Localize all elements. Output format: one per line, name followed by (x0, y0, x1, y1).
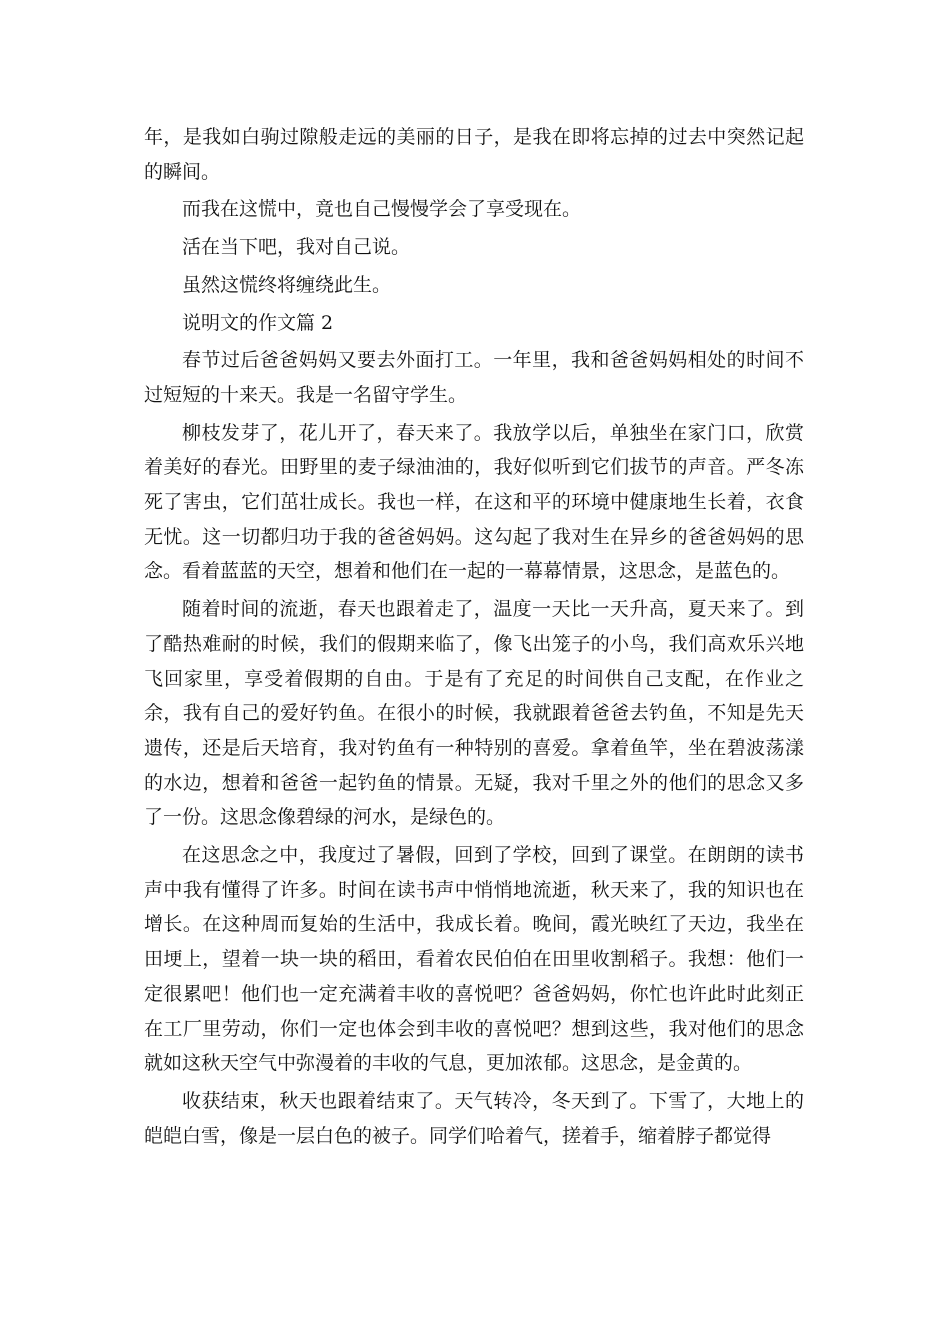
document-page (144, 120, 804, 1156)
paragraph: 柳枝发芽了，花儿开了，春天来了。我放学以后，单独坐在家门口，欣赏着美好的春光。田野里的麦子绿油油的，我好似听到它们拔节的声音。严冬冻死了害虫，它们茁壮成长。我也一样，在这和平的环境中健康地生长着，衣食无忧。这一切都归功于我的爸爸妈妈。这勾起了我对生在异乡的爸爸妈妈的思念。看着蓝蓝的天空，想着和他们在一起的一幕幕情景，这思念，是蓝色的。 (144, 421, 804, 583)
section-heading: 说明文的作文篇 2 (182, 311, 334, 334)
paragraph: 而我在这慌中，竟也自己慢慢学会了享受现在。 (182, 198, 582, 221)
paragraph: 春节过后爸爸妈妈又要去外面打工。一年里，我和爸爸妈妈相处的时间不过短短的十来天。我是一名留守学生。 (144, 349, 804, 406)
paragraph: 在这思念之中，我度过了暑假，回到了学校，回到了课堂。在朗朗的读书声中我有懂得了许多。时间在读书声中悄悄地流逝，秋天来了，我的知识也在增长。在这种周而复始的生活中，我成长着。晚间，霞光映红了天边，我坐在田埂上，望着一块一块的稻田，看着农民伯伯在田里收割稻子。我想：他们一定很累吧！他们也一定充满着丰收的喜悦吧？爸爸妈妈，你忙也许此时此刻正在工厂里劳动，你们一定也体会到丰收的喜悦吧？想到这些，我对他们的思念就如这秋天空气中弥漫着的丰收的气息，更加浓郁。这思念，是金黄的。 (144, 844, 804, 1075)
paragraph: 年，是我如白驹过隙般走远的美丽的日子，是我在即将忘掉的过去中突然记起的瞬间。 (144, 126, 804, 183)
paragraph: 收获结束，秋天也跟着结束了。天气转冷，冬天到了。下雪了，大地上的皑皑白雪，像是一层白色的被子。同学们哈着气，搓着手，缩着脖子都觉得 (144, 1089, 804, 1147)
paragraph: 随着时间的流逝，春天也跟着走了，温度一天比一天升高，夏天来了。到了酷热难耐的时候，我们的假期来临了，像飞出笼子的小鸟，我们高欢乐兴地飞回家里，享受着假期的自由。于是有了充足的时间供自己支配，在作业之余，我有自己的爱好钓鱼。在很小的时候，我就跟着爸爸去钓鱼，不知是先天遗传，还是后天培育，我对钓鱼有一种特别的喜爱。拿着鱼竿，坐在碧波荡漾的水边，想着和爸爸一起钓鱼的情景。无疑，我对千里之外的他们的思念又多了一份。这思念像碧绿的河水，是绿色的。 (144, 598, 804, 829)
paragraph: 活在当下吧，我对自己说。 (182, 236, 411, 259)
paragraph: 虽然这慌终将缠绕此生。 (182, 273, 392, 296)
